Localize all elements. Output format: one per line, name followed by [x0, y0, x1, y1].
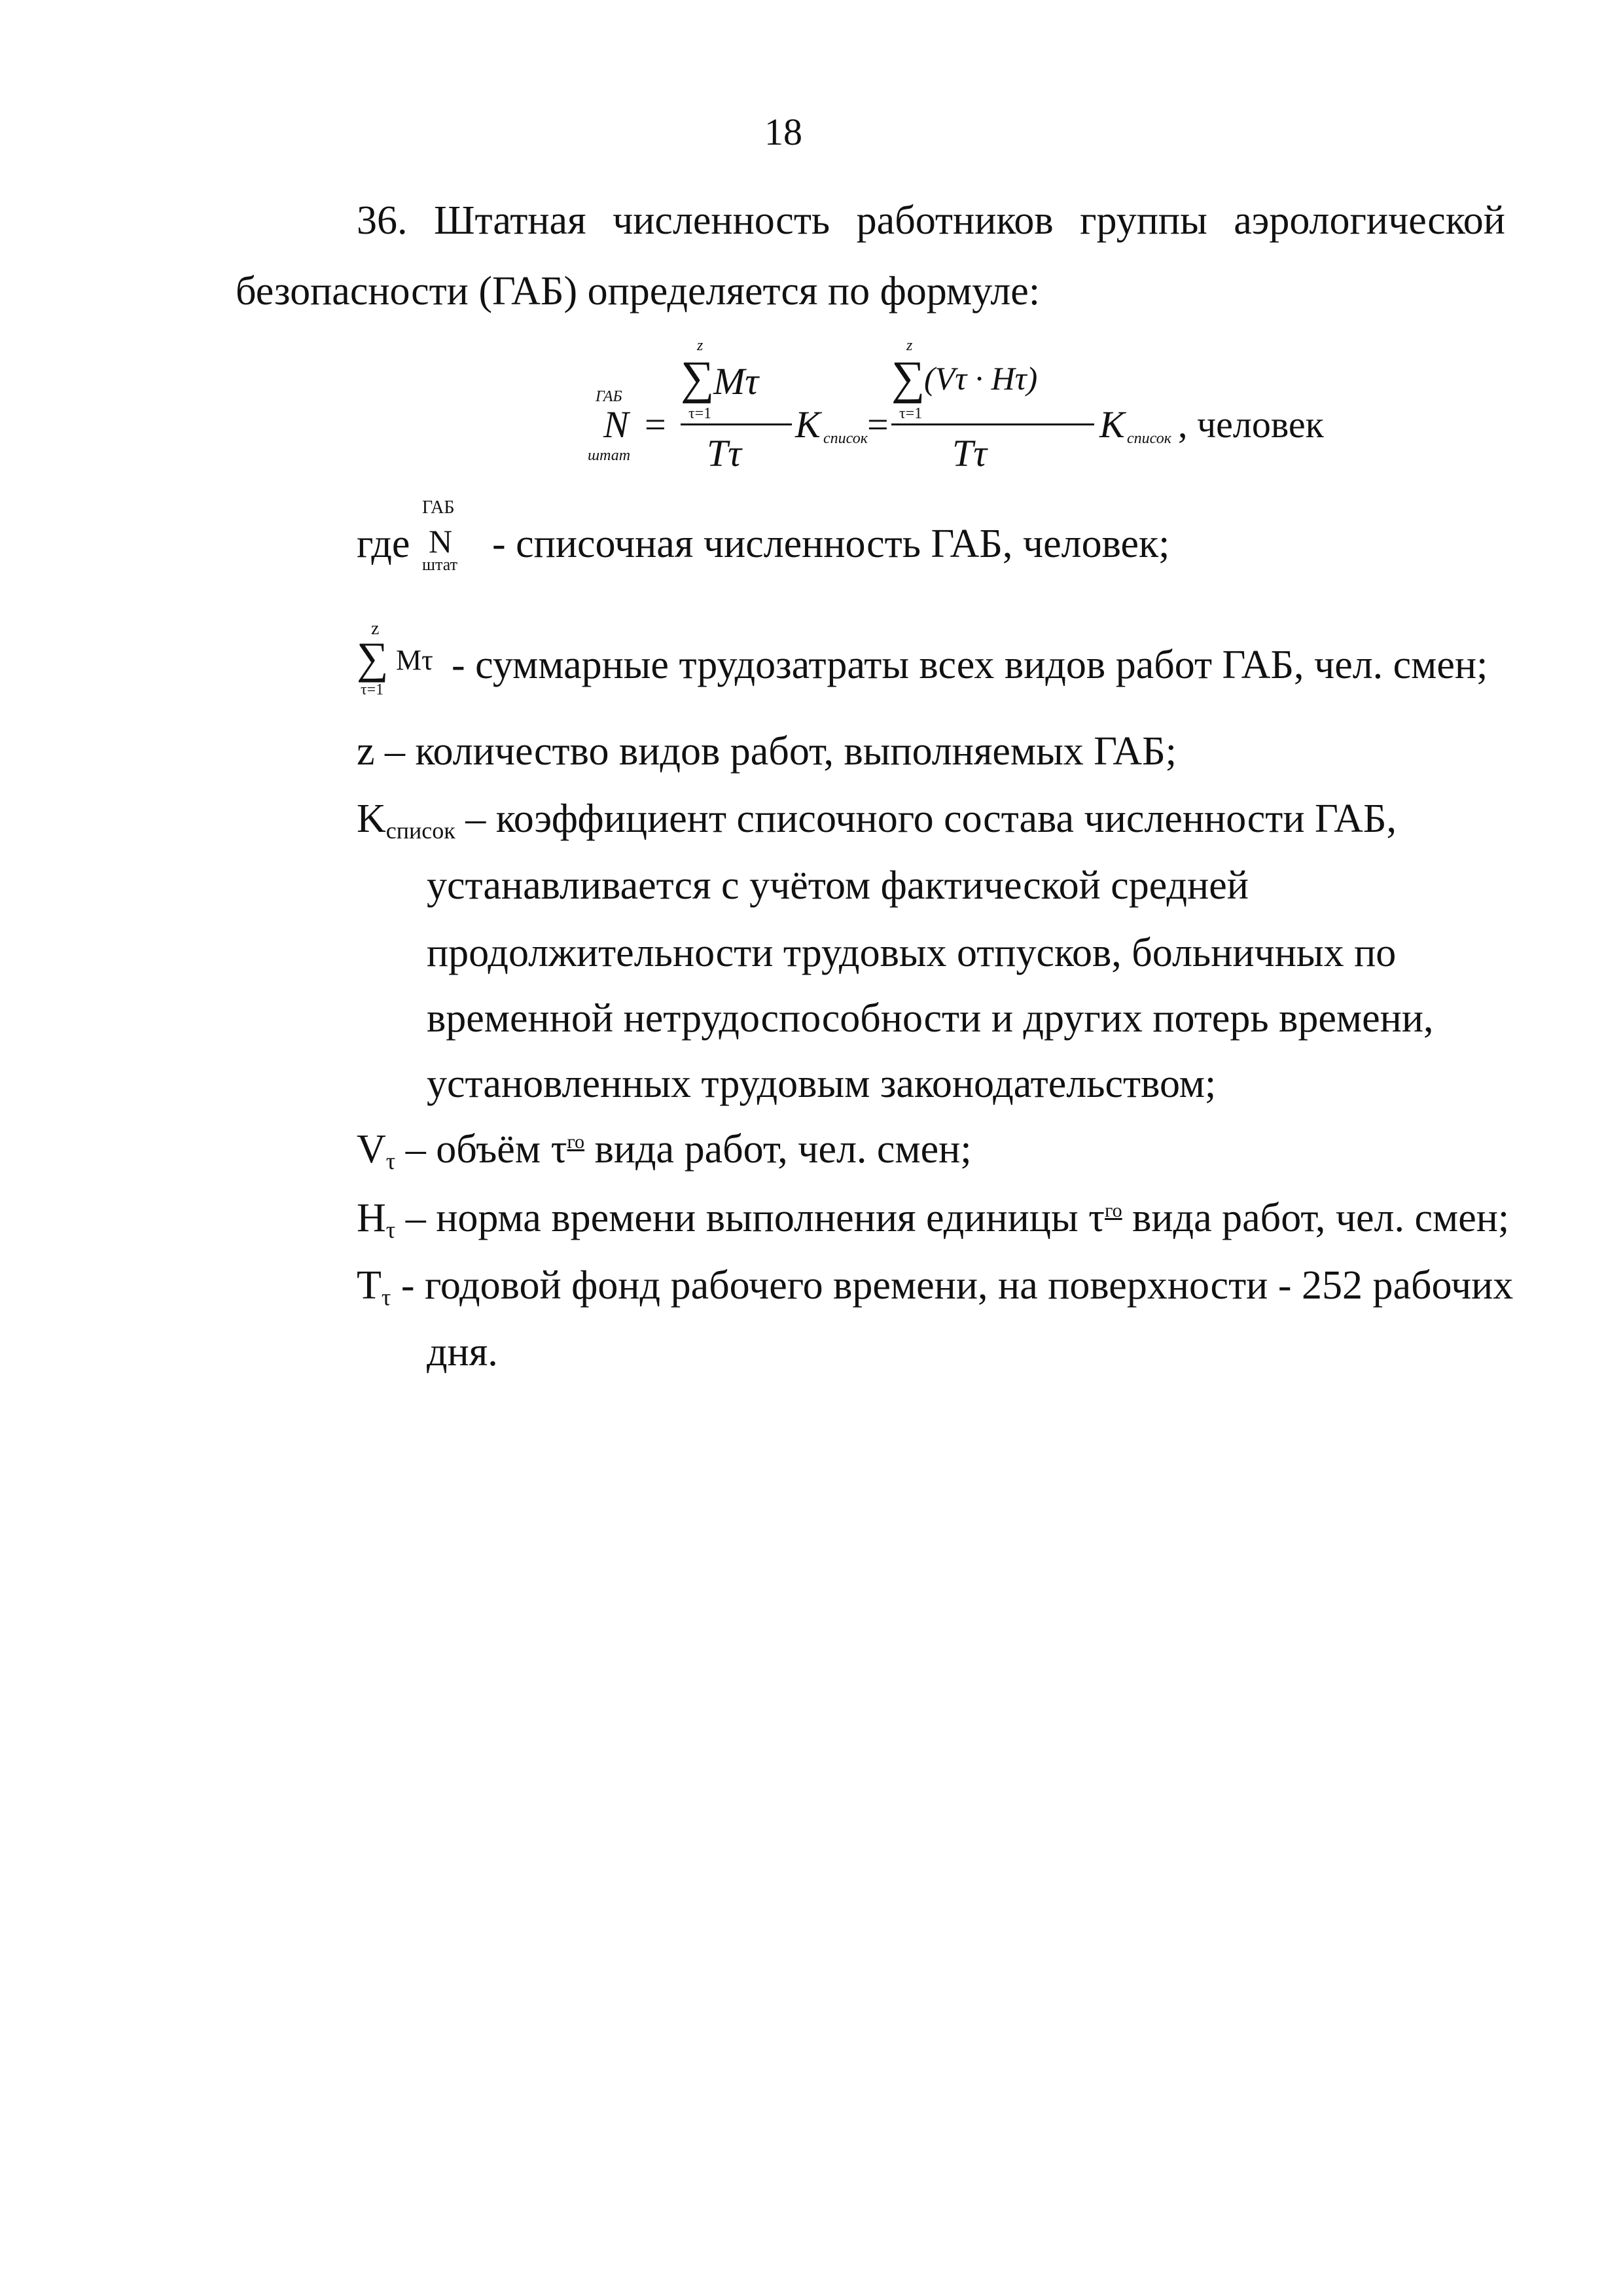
def-5-text-b: вида работ, чел. смен;	[584, 1127, 972, 1172]
formula-numerator-2: (Vτ · Hτ)	[924, 360, 1038, 397]
def-7-cont: дня.	[427, 1330, 498, 1374]
def-7-symbol: T	[357, 1263, 382, 1308]
def-5-symbol: V	[357, 1127, 386, 1172]
formula-block	[576, 337, 1324, 488]
formula-sum2-lower: τ=1	[899, 405, 923, 422]
def-6-text-a: – норма времени выполнения единицы	[395, 1196, 1089, 1240]
formula-unit: , человек	[1178, 403, 1324, 446]
def-5-sub: τ	[385, 1148, 396, 1174]
def-sum-m: Mτ	[396, 644, 433, 676]
def-n-sup: ГАБ	[422, 497, 455, 518]
def-4-symbol: K	[357, 797, 386, 841]
def-n-sub: штат	[422, 555, 457, 574]
para-word: группы	[1080, 198, 1207, 243]
def-6-sup: го	[1105, 1200, 1122, 1221]
page-number: 18	[764, 111, 802, 153]
def-sigma: ∑	[357, 633, 389, 683]
def-n-letter: N	[429, 523, 453, 560]
def-prefix-where: где	[357, 522, 410, 566]
paragraph-36-line1	[357, 200, 1505, 241]
formula-fraction-bar-1	[681, 423, 792, 425]
formula-lhs-sub: штат	[588, 447, 631, 464]
formula-numerator-1: Mτ	[713, 360, 759, 403]
def-6-text-b: вида работ, чел. смен;	[1122, 1196, 1510, 1240]
def-7-sub: τ	[381, 1284, 391, 1310]
formula-sigma-1: ∑	[681, 351, 715, 404]
formula-sum1-upper: z	[697, 337, 704, 354]
para-word: Штатная	[433, 198, 586, 243]
def-5-tau: τ	[550, 1127, 567, 1172]
formula-lhs-sup: ГАБ	[596, 388, 622, 405]
para-word: работников	[856, 198, 1054, 243]
para-word: 36.	[357, 198, 408, 243]
formula-equals-1: =	[645, 403, 666, 446]
paragraph-36-line2: безопасности (ГАБ) определяется по формуле:	[236, 269, 1041, 314]
def-sum-lower: τ=1	[361, 681, 384, 698]
def-6-symbol: H	[357, 1196, 386, 1240]
def-5-sup: го	[567, 1131, 585, 1153]
para-word: аэрологической	[1234, 198, 1505, 243]
def-5-line	[357, 1127, 972, 1174]
def-5-text-a: – объём	[395, 1127, 551, 1172]
def-2-text: - суммарные трудозатраты всех видов работ ГАБ, чел. смен;	[452, 643, 1488, 687]
def-6-sub: τ	[385, 1217, 396, 1243]
formula-coef-1: K	[795, 403, 821, 446]
formula-denominator-2: Tτ	[952, 432, 988, 475]
def-4-cont-1: устанавливается с учётом фактической средней	[427, 863, 1249, 908]
def-4-line	[357, 797, 1397, 844]
formula-sigma-2: ∑	[891, 351, 925, 404]
formula-fraction-bar-2	[891, 423, 1094, 425]
para-word: численность	[613, 198, 830, 243]
formula-lhs-symbol: N	[603, 403, 629, 446]
formula-denominator-1: Tτ	[707, 432, 742, 475]
formula-sum1-lower: τ=1	[688, 405, 712, 422]
def-7-line	[357, 1263, 1514, 1310]
def-4-cont-2: продолжительности трудовых отпусков, больничных по	[427, 931, 1397, 975]
def-1-text: - списочная численность ГАБ, человек;	[492, 522, 1170, 566]
def-6-line	[357, 1196, 1510, 1243]
def-sum-upper: z	[371, 619, 380, 639]
formula-coef-1-sub: список	[823, 430, 868, 447]
def-7-text: - годовой фонд рабочего времени, на поверхности - 252 рабочих	[391, 1263, 1514, 1308]
def-sum-symbol	[357, 619, 442, 704]
def-6-tau: τ	[1088, 1196, 1105, 1240]
formula-equals-2: =	[867, 403, 889, 446]
def-4-cont-3: временной нетрудоспособности и других потерь времени,	[427, 996, 1434, 1041]
def-4-sub: список	[385, 817, 455, 844]
def-4-cont-4: установленных трудовым законодательством;	[427, 1062, 1217, 1106]
formula-coef-2-sub: список	[1127, 430, 1171, 447]
def-4-text: – коэффициент списочного состава численности ГАБ,	[455, 797, 1397, 841]
formula-sum2-upper: z	[906, 337, 913, 354]
formula-coef-2: K	[1099, 403, 1125, 446]
def-3-text: z – количество видов работ, выполняемых ГАБ;	[357, 729, 1177, 774]
def-n-symbol	[422, 497, 468, 576]
